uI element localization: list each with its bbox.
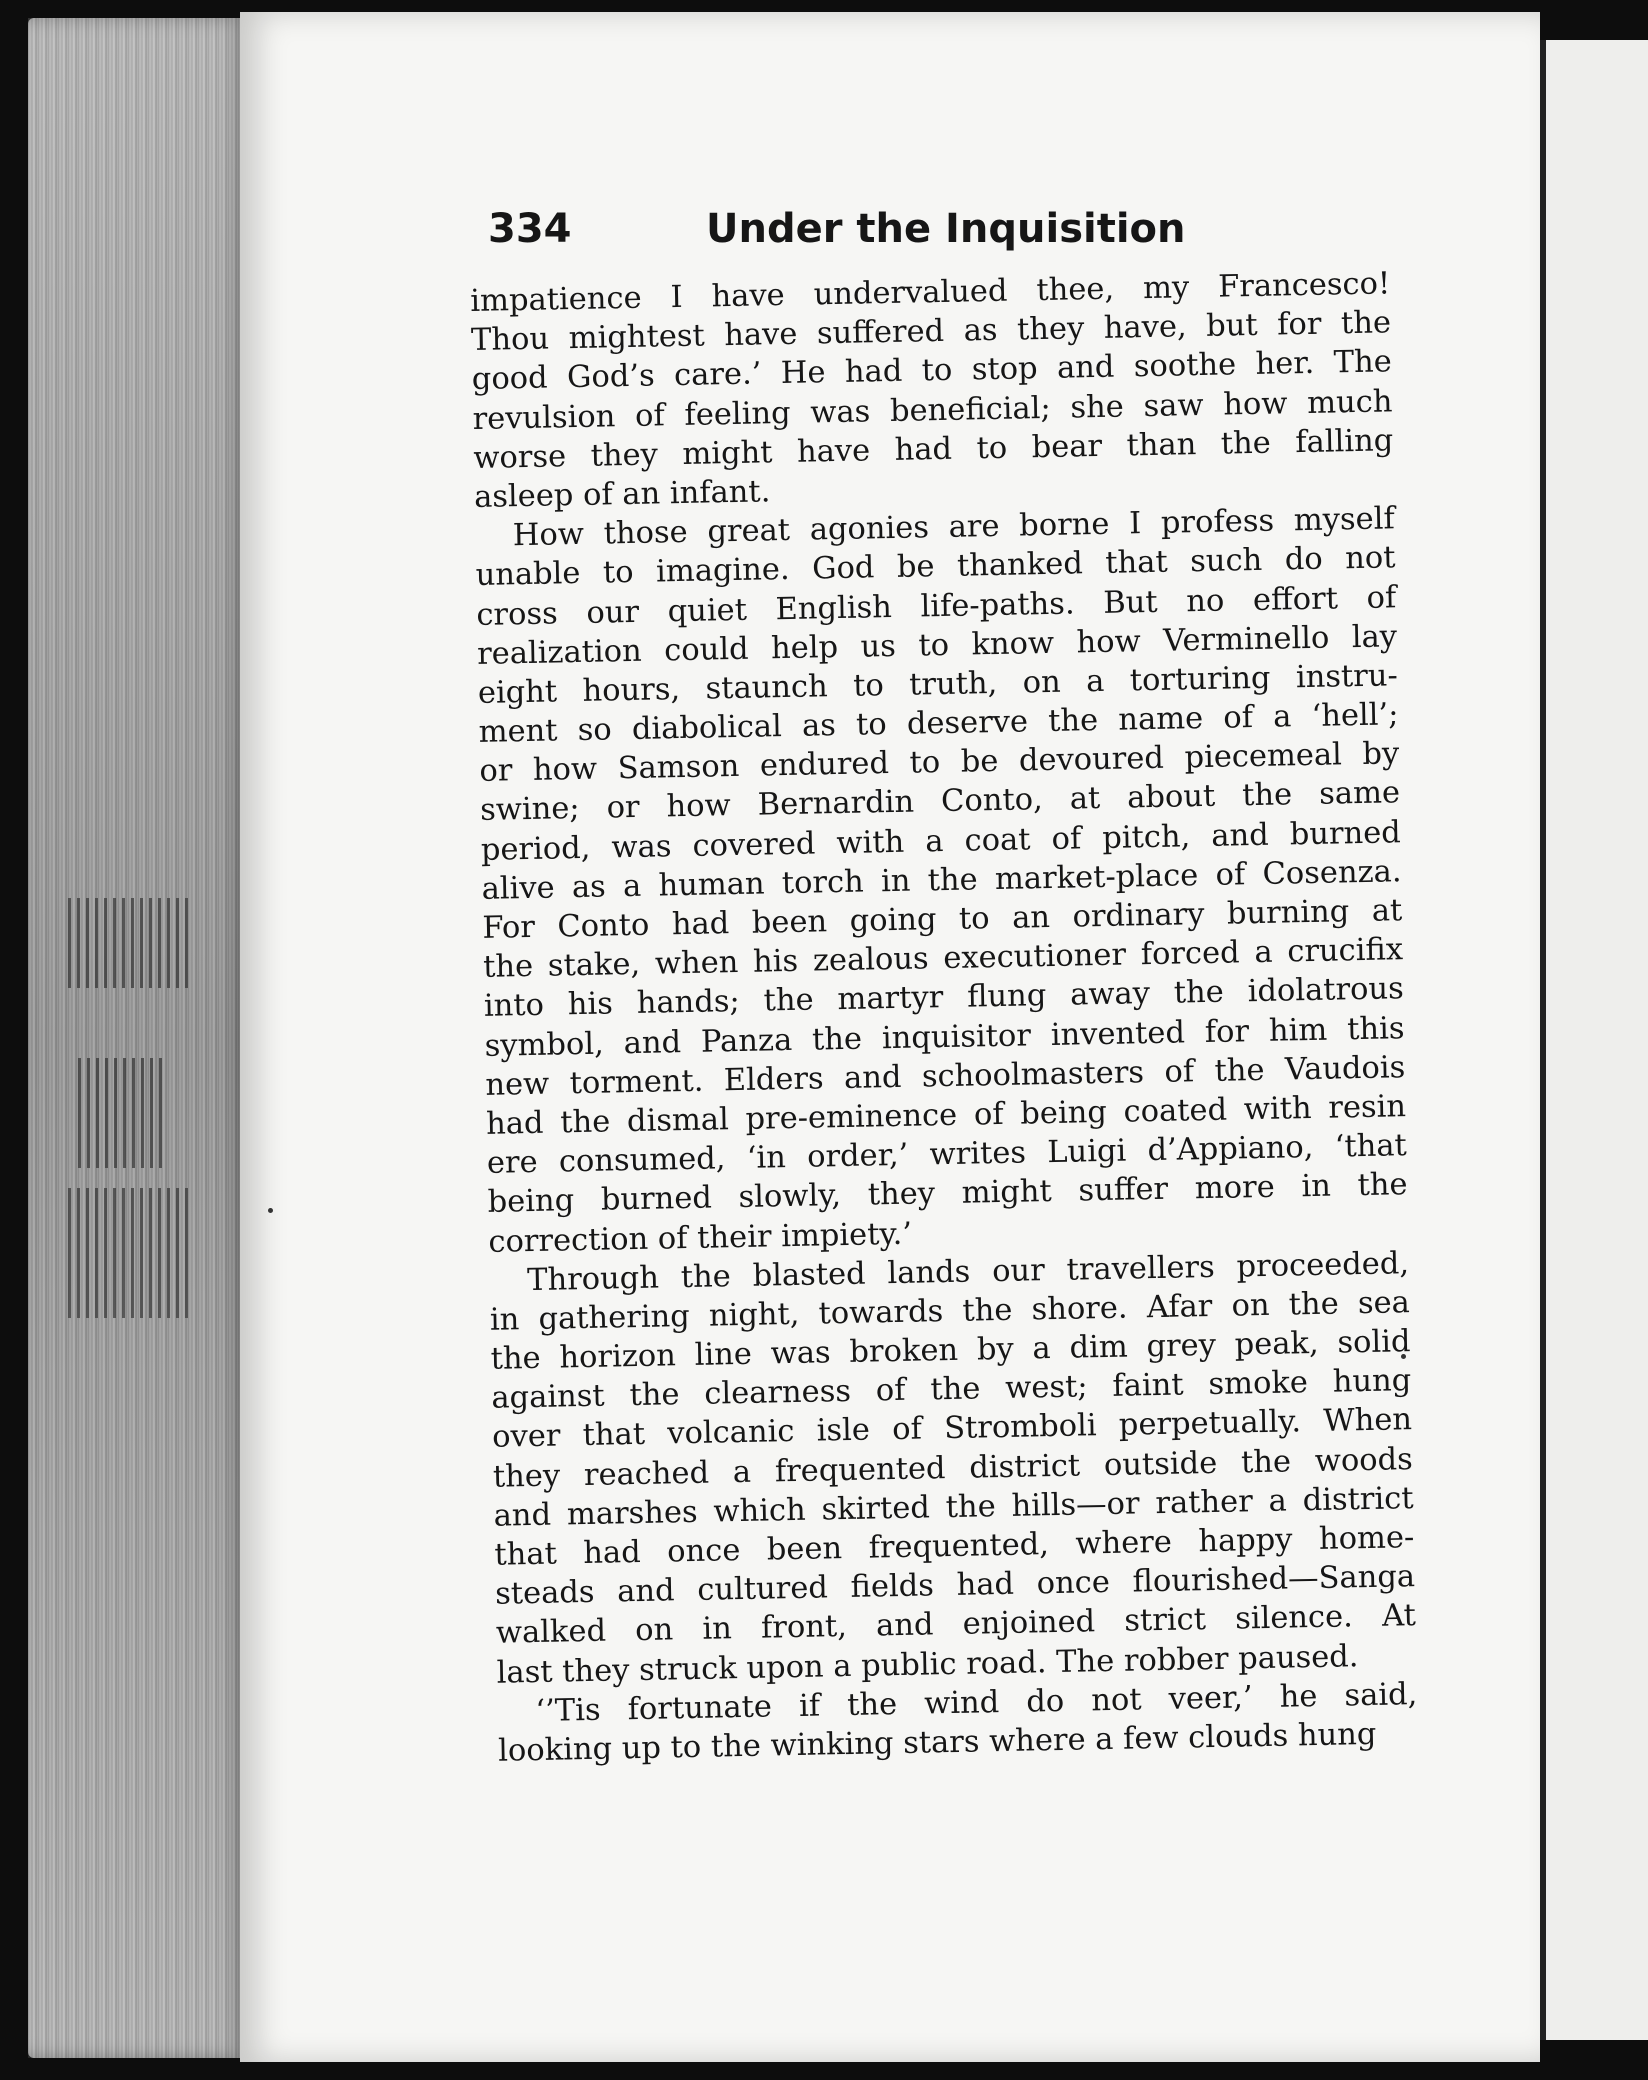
- edge-print-mark: [68, 1248, 188, 1318]
- edge-print-mark: [68, 898, 188, 988]
- book-page-edges: [28, 18, 248, 2058]
- paragraph: [470, 264, 1394, 517]
- body-text: [470, 264, 1418, 1771]
- text-line: steads and cultured fields had once flourished—Sanga: [494, 1559, 1416, 1612]
- text-line: realization could help us to know how Verminello lay: [476, 618, 1398, 672]
- text-line: For Conto had been going to an ordinary burning at: [482, 893, 1403, 946]
- text-line: asleep of an infant.: [473, 474, 771, 515]
- text-line: ‘’Tis fortunate if the wind do not veer,’ he said,: [535, 1676, 1418, 1729]
- text-line: the stake, when his zealous executioner forced a crucifix: [482, 932, 1404, 986]
- running-head: [488, 206, 1388, 266]
- text-line: good God’s care.’ He had to stop and soothe her. The: [471, 344, 1393, 398]
- text-line: or how Samson endured to be devoured piecemeal by: [479, 736, 1400, 790]
- edge-print-mark: [78, 1058, 168, 1168]
- dust-speck: [268, 1208, 273, 1213]
- edge-print-mark: [68, 1188, 188, 1248]
- text-line: worse they might have had to bear than the falling: [473, 423, 1394, 476]
- text-line: ment so diabolical as to deserve the name of a ‘hell’;: [478, 697, 1399, 750]
- text-line: into his hands; the martyr flung away the idolatrous: [483, 971, 1405, 1025]
- facing-page-edge: [1540, 40, 1648, 2040]
- paragraph: [475, 499, 1409, 1261]
- text-line: over that volcanic isle of Stromboli perpetually. When: [491, 1402, 1413, 1456]
- text-line: Through the blasted lands our travellers proceeded,: [526, 1245, 1410, 1298]
- text-line: the horizon line was broken by a dim grey peak, solid: [490, 1324, 1411, 1377]
- text-line: unable to imagine. God be thanked that such do not: [475, 540, 1396, 594]
- text-line: swine; or how Bernardin Conto, at about the same: [479, 775, 1401, 829]
- text-line: ere consumed, ‘in order,’ writes Luigi d’Appiano, ‘that: [486, 1128, 1408, 1181]
- text-line: and marshes which skirted the hills—or rather a district: [493, 1480, 1414, 1534]
- text-line: new torment. Elders and schoolmasters of the Vaudois: [485, 1049, 1406, 1103]
- text-line: How those great agonies are borne I profess myself: [512, 501, 1396, 554]
- text-line: had the dismal pre-eminence of being coated with resin: [485, 1089, 1407, 1142]
- text-line: revulsion of feeling was beneficial; she saw how much: [472, 383, 1393, 437]
- text-line: last they struck upon a public road. The robber paused.: [496, 1638, 1359, 1691]
- page-number: 334: [488, 206, 572, 252]
- running-title: Under the Inquisition: [706, 206, 1186, 252]
- text-line: that had once been frequented, where happy home-: [494, 1520, 1415, 1573]
- text-line: being burned slowly, they might suffer more in the: [487, 1167, 1408, 1221]
- text-line: symbol, and Panza the inquisitor invented for him this: [484, 1010, 1405, 1064]
- text-line: period, was covered with a coat of pitch, and burned: [480, 814, 1402, 868]
- text-line: looking up to the winking stars where a few clouds hung: [497, 1716, 1377, 1769]
- text-line: against the clearness of the west; faint smoke hung: [491, 1363, 1412, 1417]
- paragraph: [489, 1244, 1417, 1693]
- text-line: Thou mightest have suffered as they have, but for the: [470, 305, 1392, 359]
- text-line: correction of their impiety.’: [488, 1216, 913, 1260]
- text-line: walked on in front, and enjoined strict silence. At: [495, 1598, 1417, 1652]
- text-line: impatience I have undervalued thee, my Francesco!: [470, 266, 1391, 319]
- text-line: cross our quiet English life-paths. But no effort of: [476, 579, 1397, 633]
- text-line: eight hours, staunch to truth, on a torturing instru-: [477, 658, 1399, 711]
- text-line: alive as a human torch in the market-place of Cosenza.: [481, 854, 1402, 907]
- text-line: they reached a frequented district outside the woods: [492, 1441, 1414, 1495]
- text-line: in gathering night, towards the shore. Afar on the sea: [489, 1285, 1411, 1338]
